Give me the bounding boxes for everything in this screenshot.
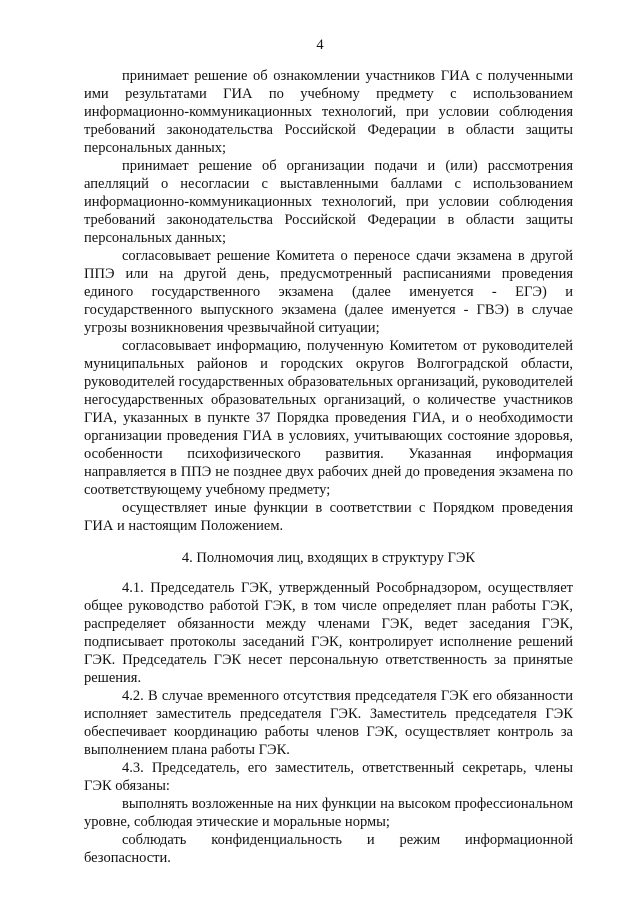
section-heading: 4. Полномочия лиц, входящих в структуру ГЭК bbox=[181, 550, 476, 566]
paragraph-4-3: 4.3. Председатель, его заместитель, ответственный секретарь, члены ГЭК обязаны: bbox=[84, 760, 573, 794]
document-body bbox=[84, 67, 573, 867]
paragraph-4-1: 4.1. Председатель ГЭК, утвержденный Рособрнадзором, осуществляет общее руководство работой ГЭК, в том числе определяет план работы ГЭК, распределяет обязанности между членами ГЭК, ведет заседания ГЭК, подписывает протоколы заседаний ГЭК, контролирует исполнение решений ГЭК. Председатель ГЭК несет персональную ответственность за принятые решения. bbox=[84, 580, 573, 686]
paragraph-exam-reschedule: согласовывает решение Комитета о переносе сдачи экзамена в другой ППЭ или на другой день, предусмотренный расписаниями проведения единого государственного экзамена (далее именуется - ЕГЭ) и государственного выпускного экзамена (далее именуется - ГВЭ) в случае угрозы возникновения чрезвычайной ситуации; bbox=[84, 248, 573, 336]
paragraph-grant-result-review: принимает решение об ознакомлении участников ГИА с полученными ими результатами ГИА по учебному предмету с использованием информационно-коммуникационных технологий, при условии соблюдения требований законодательства Российской Федерации в области защиты персональных данных; bbox=[84, 68, 573, 156]
paragraph-4-2: 4.2. В случае временного отсутствия председателя ГЭК его обязанности исполняет заместитель председателя ГЭК. Заместитель председателя ГЭК обеспечивает координацию работы членов ГЭК, осуществляет контроль за выполнением плана работы ГЭК. bbox=[84, 688, 573, 758]
paragraph-appeal-organization: принимает решение об организации подачи и (или) рассмотрения апелляций о несогласии с выставленными баллами с использованием информационно-коммуникационных технологий, при условии соблюдения требований законодательства Российской Федерации в области защиты персональных данных; bbox=[84, 158, 573, 246]
paragraph-duty-professional: выполнять возложенные на них функции на высоком профессиональном уровне, соблюдая этические и моральные нормы; bbox=[84, 796, 573, 830]
paragraph-other-functions: осуществляет иные функции в соответствии с Порядком проведения ГИА и настоящим Положением. bbox=[84, 500, 573, 534]
paragraph-duty-confidentiality: соблюдать конфиденциальность и режим информационной безопасности. bbox=[84, 832, 573, 866]
page-number: 4 bbox=[316, 37, 324, 53]
paragraph-participant-information: согласовывает информацию, полученную Комитетом от руководителей муниципальных районов и городских округов Волгоградской области, руководителей государственных образовательных организаций, руководителей негосударственных образовательных организаций, о количестве участников ГИА, указанных в пункте 37 Порядка проведения ГИА, и о необходимости организации проведения ГИА в условиях, учитывающих состояние здоровья, особенности психофизического развития. Указанная информация направляется в ППЭ не позднее двух рабочих дней до проведения экзамена по соответствующему учебному предмету; bbox=[84, 338, 573, 498]
